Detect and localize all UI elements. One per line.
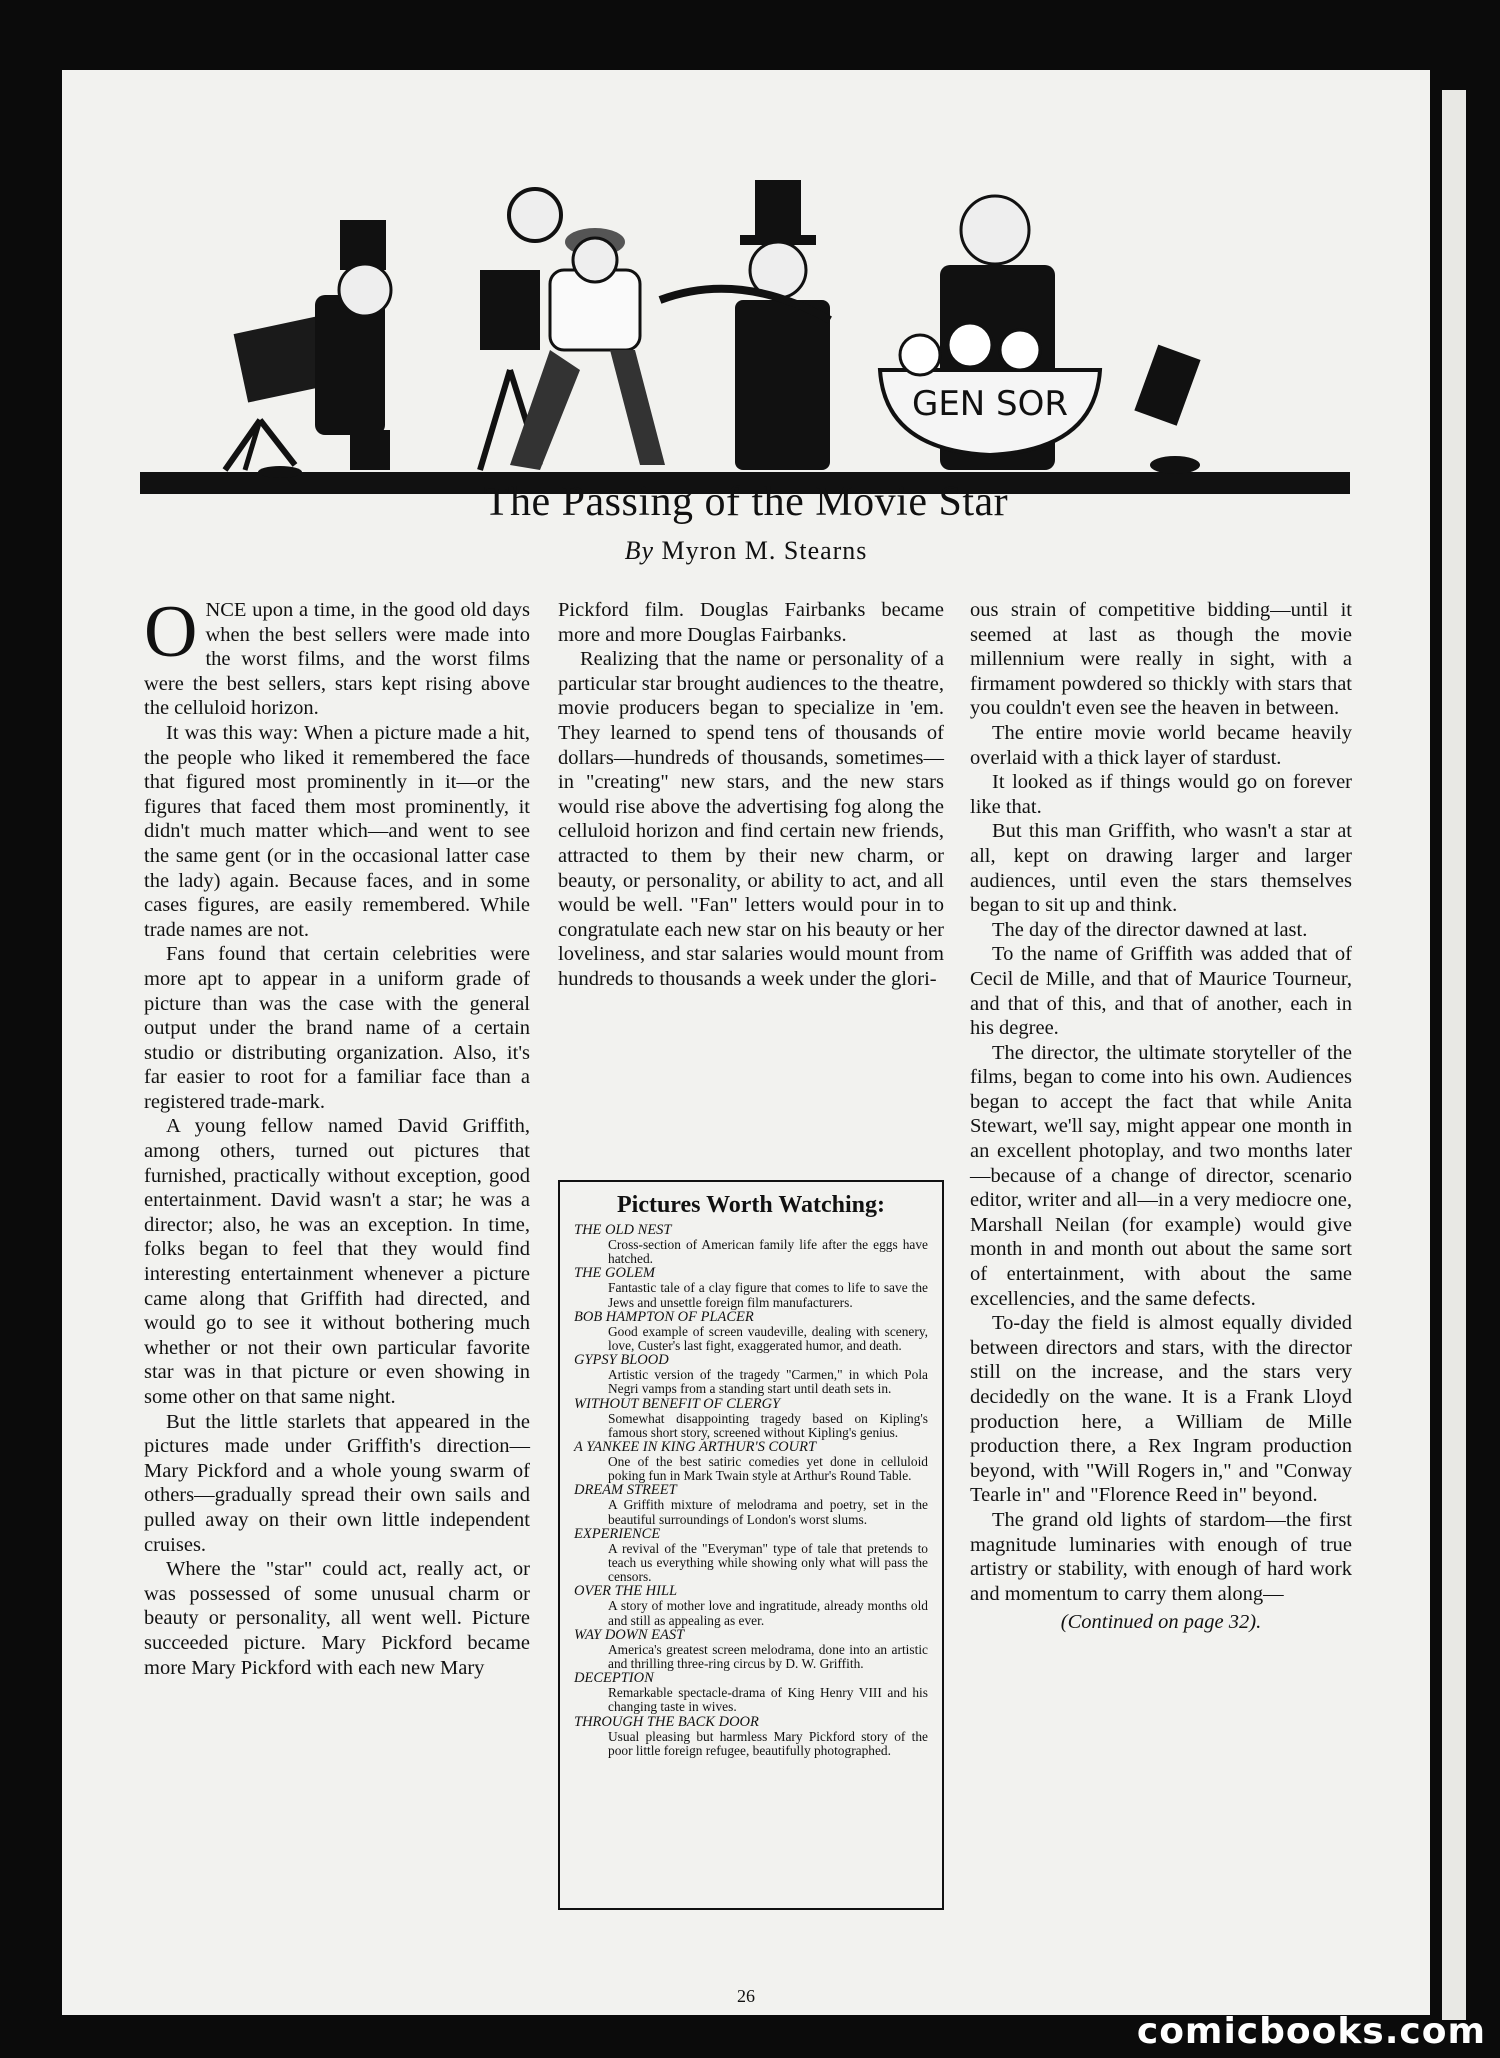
- sidebar-entry: [574, 1584, 928, 1627]
- article-byline: [62, 536, 1430, 566]
- paragraph: But the little starlets that appeared in the pictures made under Griffith's direction—Mary Pickford and a whole young swarm of others—gradually spread their own sails and pulled away on their own little independent cruises.: [144, 1410, 530, 1556]
- sidebar-entry: [574, 1353, 928, 1396]
- film-description: Somewhat disappointing tragedy based on Kipling's famous short story, screened without Kipling's genius.: [608, 1410, 928, 1440]
- film-title: EXPERIENCE: [574, 1525, 661, 1542]
- article-column-3: [970, 598, 1352, 1635]
- film-description: A revival of the "Everyman" type of tale that pretends to teach us everything while showing only what will pass the censors.: [608, 1540, 928, 1585]
- pictures-worth-watching-box: [558, 1180, 944, 1910]
- article-column-1: [144, 591, 530, 1680]
- film-title: DECEPTION: [574, 1670, 654, 1687]
- paragraph: The entire movie world became heavily overlaid with a thick layer of stardust.: [970, 721, 1352, 769]
- sidebar-entry: [574, 1483, 928, 1526]
- sidebar-entry: [574, 1310, 928, 1353]
- sidebar-entry: [574, 1628, 928, 1671]
- paragraph: Where the "star" could act, really act, or was possessed of some unusual charm or beauty or personality, all went well. Picture succeeded picture. Mary Pickford became more Mary Pickford with each new Mary: [144, 1558, 530, 1679]
- paragraph: ONCE upon a time, in the good old days when the best sellers were made into the worst films, and the worst films were the best sellers, stars kept rising above the celluloid horizon.: [144, 591, 530, 720]
- article-title: The Passing of the Movie Star: [483, 479, 1009, 525]
- film-description: A story of mother love and ingratitude, already months old and still as appealing as ever.: [608, 1598, 928, 1628]
- sidebar-entry: [574, 1266, 928, 1309]
- film-description: One of the best satiric comedies yet done in celluloid poking fun in Mark Twain style at Arthur's Round Table.: [608, 1454, 928, 1484]
- film-description: America's greatest screen melodrama, done into an artistic and thrilling three-ring circus by D. W. Griffith.: [608, 1641, 928, 1672]
- magazine-page: [62, 70, 1430, 2015]
- site-watermark: comicbooks.com: [1136, 2011, 1486, 2052]
- sidebar-entry: [574, 1715, 928, 1758]
- paragraph: Realizing that the name or personality of a particular star brought audiences to the theatre, movie producers began to specialize in 'em. They learned to spend tens of thousands of dollars—hundreds of thousands, sometimes—in "creating" new stars, and the new stars would rise above the advertising fog along the celluloid horizon and find certain new friends, attracted to them by their new charm, or beauty, or personality, or ability to act, and all would be well. "Fan" letters would pour in to congratulate each new star on his beauty or her loveliness, and star salaries would mount from hundreds to thousands a week under the glori-: [558, 648, 944, 990]
- paragraph: The grand old lights of stardom—the first magnitude luminaries with enough of true artistry or stability, with enough of hard work and momentum to carry them along—: [970, 1508, 1352, 1605]
- svg-text:GEN SOR: GEN SOR: [911, 384, 1069, 424]
- censor-bowl: [880, 323, 1100, 455]
- censor-cartoon-illustration: [140, 120, 1350, 505]
- film-title: A YANKEE IN KING ARTHUR'S COURT: [574, 1439, 817, 1456]
- film-title: WITHOUT BENEFIT OF CLERGY: [574, 1395, 781, 1412]
- author-name: Myron M. Stearns: [661, 536, 868, 565]
- paragraph: ous strain of competitive bidding—until it seemed at last as though the movie millennium were really in sight, with a firmament powdered so thickly with stars that you couldn't even see the heaven in between.: [970, 599, 1352, 720]
- paragraph: The director, the ultimate storyteller of the films, began to come into his own. Audiences began to accept the fact that while Anita Stewart, we'll say, might appear one month in an excellent photoplay, and two months later—because of a change of director, scenario editor, writer and all—in a very mediocre one, Marshall Neilan (for example) would give month in and month out about the same sort of entertainment, with about the same excellencies, and the same defects.: [970, 1041, 1352, 1310]
- paragraph: It was this way: When a picture made a hit, the people who liked it remembered the face that figured most prominently in it—or the figures that faced them most prominently, it didn't much matter which—and went to see the same gent (or in the occasional latter case the lady) again. Because faces, and in some cases figures, are easily remembered. While trade names are not.: [144, 721, 530, 941]
- sidebar-entry: [574, 1397, 928, 1440]
- film-title: DREAM STREET: [574, 1482, 677, 1499]
- paragraph: It looked as if things would go on forever like that.: [970, 771, 1352, 818]
- byline-prefix: By: [624, 536, 654, 565]
- censor-official-figure: [660, 180, 830, 470]
- sidebar-entry: [574, 1527, 928, 1585]
- film-title: THE OLD NEST: [574, 1222, 672, 1238]
- sidebar-entry: [574, 1440, 928, 1483]
- film-description: Good example of screen vaudeville, dealing with scenery, love, Custer's last fight, exaggerated humor, and death.: [608, 1323, 928, 1354]
- film-description: Fantastic tale of a clay figure that comes to life to save the Jews and unsettle foreign film manufacturers.: [608, 1280, 928, 1310]
- continued-note: (Continued on page 32).: [1060, 1611, 1262, 1634]
- page-number: 26: [737, 1986, 755, 2006]
- film-title: BOB HAMPTON OF PLACER: [574, 1308, 754, 1325]
- paragraph: Pickford film. Douglas Fairbanks became more and more Douglas Fairbanks.: [558, 599, 944, 646]
- film-description: Usual pleasing but harmless Mary Pickford story of the poor little foreign refugee, beautifully photographed.: [608, 1728, 928, 1758]
- paragraph: The day of the director dawned at last.: [992, 918, 1308, 941]
- film-title: WAY DOWN EAST: [574, 1626, 685, 1643]
- cameraman-figure-2: [480, 189, 665, 470]
- paragraph: Fans found that certain celebrities were more apt to appear in a uniform grade of picture than was the case with the general output under the brand name of a certain studio or distributing organization. Also, it's far easier to root for a familiar face than a registered trade-mark.: [144, 943, 530, 1113]
- paragraph: To the name of Griffith was added that of Cecil de Mille, and that of Maurice Tourneur, and that of this, and that of another, each in his degree.: [970, 943, 1352, 1040]
- sidebar-heading: Pictures Worth Watching:: [616, 1192, 885, 1218]
- film-title: THE GOLEM: [574, 1265, 655, 1282]
- paragraph: A young fellow named David Griffith, among others, turned out pictures that furnished, practically without exception, good entertainment. David wasn't a star; he was a director; also, he was an exception. In time, folks began to feel that they would find interesting entertainment whenever a picture came along that Griffith had directed, and would go to see it without bothering much whether or not their own particular favorite star was in that picture or even showing in some other on that same night.: [144, 1115, 530, 1408]
- drop-cap: O: [144, 591, 198, 673]
- film-title: GYPSY BLOOD: [574, 1352, 669, 1369]
- cameraman-figure-1: [225, 220, 391, 478]
- film-title: THROUGH THE BACK DOOR: [574, 1713, 759, 1730]
- adjacent-page-edge: [1442, 90, 1466, 2020]
- film-description: Remarkable spectacle-drama of King Henry VIII and his changing taste in wives.: [608, 1685, 928, 1715]
- film-description: Cross-section of American family life after the eggs have hatched.: [608, 1237, 928, 1267]
- paragraph: To-day the field is almost equally divided between directors and stars, with the director still on the increase, and the stars very decidedly on the wane. It is a Frank Lloyd production here, a William de Mille production there, a Rex Ingram production beyond, with "Will Rogers in," and "Conway Tearle in" and "Florence Reed in" beyond.: [970, 1312, 1352, 1507]
- film-title: OVER THE HILL: [574, 1583, 678, 1600]
- sidebar-entry: [574, 1223, 928, 1266]
- film-description: A Griffith mixture of melodrama and poetry, set in the beautiful surroundings of London's worst slums.: [608, 1497, 928, 1527]
- paragraph: But this man Griffith, who wasn't a star at all, kept on drawing larger and larger audiences, until even the stars themselves began to sit up and think.: [970, 820, 1352, 917]
- article-column-2: [558, 598, 944, 992]
- film-description: Artistic version of the tragedy "Carmen," in which Pola Negri vamps from a standing start until death sets in.: [608, 1367, 928, 1397]
- sidebar-entry: [574, 1671, 928, 1714]
